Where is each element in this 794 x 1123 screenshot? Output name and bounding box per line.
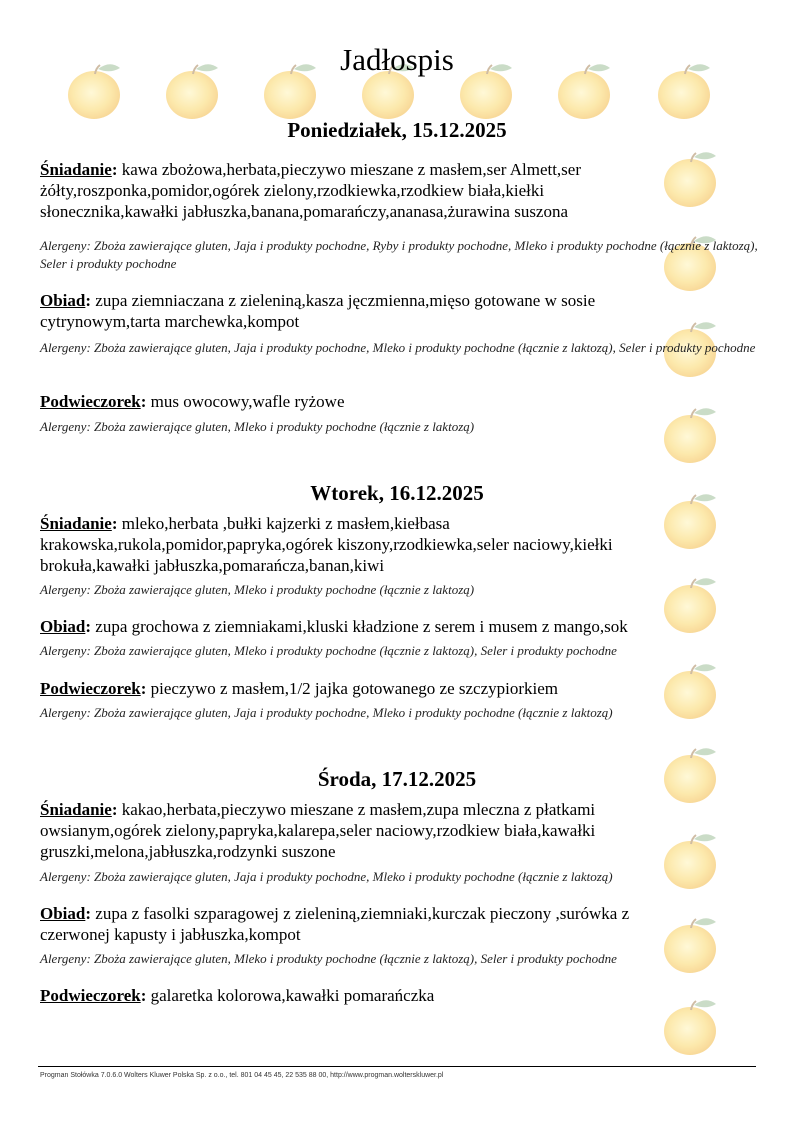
meal-snack: Podwieczorek: galaretka kolorowa,kawałki pomarańczka [40,986,435,1005]
allergens-note: Alergeny: Zboża zawierające gluten, Jaja i produkty pochodne, Mleko i produkty pochodne (łącznie z laktozą) [40,705,613,720]
meal-lunch: Obiad: zupa grochowa z ziemniakami,kluski kładzione z serem i musem z mango,sok [40,617,628,636]
allergens-note: Alergeny: Zboża zawierające gluten, Mleko i produkty pochodne (łącznie z laktozą) [40,582,475,597]
meal-text: zupa ziemniaczana z zieleniną,kasza jęczmienna,mięso gotowane w sosie cytrynowym,tarta marchewka,kompot [40,291,596,331]
meal-label: Podwieczorek [40,679,141,698]
meal-lunch: Obiad: zupa z fasolki szparagowej z zieleniną,ziemniaki,kurczak pieczony ,surówka z czerwonej kapusty i jabłuszka,kompot [40,904,630,944]
meal-text: mus owocowy,wafle ryżowe [150,392,345,411]
day-heading: Wtorek, 16.12.2025 [310,481,484,505]
meal-label: Obiad [40,617,86,636]
meal-lunch: Obiad: zupa ziemniaczana z zieleniną,kasza jęczmienna,mięso gotowane w sosie cytrynowym,tarta marchewka,kompot [40,291,596,331]
allergens-note: Alergeny: Zboża zawierające gluten, Mleko i produkty pochodne (łącznie z laktozą) [40,419,475,434]
meal-text: kawa zbożowa,herbata,pieczywo mieszane z masłem,ser Almett,ser żółty,roszponka,pomidor,ogórek zielony,rzodkiewka,rzodkiew biała,kiełki słonecznika,kawałki jabłuszka,banana,pomarańczy,ananasa,żurawina suszona [40,160,582,221]
allergens-note: Alergeny: Zboża zawierające gluten, Jaja i produkty pochodne, Mleko i produkty pochodne (łącznie z laktozą) [40,869,613,884]
page-title: Jadłospis [340,42,454,77]
allergens-note: Alergeny: Zboża zawierające gluten, Jaja i produkty pochodne, Mleko i produkty pochodne (łącznie z laktozą), Seler i produkty pochodne [40,340,756,355]
meal-breakfast: Śniadanie: kawa zbożowa,herbata,pieczywo mieszane z masłem,ser Almett,ser żółty,roszponka,pomidor,ogórek zielony,rzodkiewka,rzodkiew biała,kiełki słonecznika,kawałki jabłuszka,banana,pomarańczy,ananasa,żurawina suszona [40,160,582,221]
allergens-note: Alergeny: Zboża zawierające gluten, Mleko i produkty pochodne (łącznie z laktozą), Seler i produkty pochodne [40,643,617,658]
meal-text: kakao,herbata,pieczywo mieszane z masłem,zupa mleczna z płatkami owsianym,ogórek zielony,papryka,kalarepa,seler naciowy,rzodkiew biała,kawałki gruszki,melona,jabłuszka,rodzynki suszone [40,800,596,861]
meal-label: Podwieczorek [40,392,141,411]
meal-breakfast: Śniadanie: mleko,herbata ,bułki kajzerki z masłem,kiełbasa krakowska,rukola,pomidor,papryka,ogórek kiszony,rzodkiewka,seler naciowy,kiełki brokuła,kawałki jabłuszka,pomarańcza,banan,kiwi [40,514,613,575]
meal-text: pieczywo z masłem,1/2 jajka gotowanego ze szczypiorkiem [150,679,559,698]
day-heading: Poniedziałek, 15.12.2025 [287,118,507,142]
meal-breakfast: Śniadanie: kakao,herbata,pieczywo mieszane z masłem,zupa mleczna z płatkami owsianym,ogórek zielony,papryka,kalarepa,seler naciowy,rzodkiew biała,kawałki gruszki,melona,jabłuszka,rodzynki suszone [40,800,596,861]
meal-snack: Podwieczorek: pieczywo z masłem,1/2 jajka gotowanego ze szczypiorkiem [40,679,559,698]
meal-label: Podwieczorek [40,986,141,1005]
day-heading: Środa, 17.12.2025 [317,767,477,791]
meal-label: Obiad [40,904,86,923]
meal-label: Śniadanie [40,160,112,179]
meal-label: Śniadanie [40,800,112,819]
meal-text: mleko,herbata ,bułki kajzerki z masłem,kiełbasa krakowska,rukola,pomidor,papryka,ogórek kiszony,rzodkiewka,seler naciowy,kiełki brokuła,kawałki jabłuszka,pomarańcza,banan,kiwi [40,514,613,575]
meal-label: Śniadanie [40,514,112,533]
meal-snack: Podwieczorek: mus owocowy,wafle ryżowe [40,392,345,411]
allergens-note: Alergeny: Zboża zawierające gluten, Mleko i produkty pochodne (łącznie z laktozą), Seler i produkty pochodne [40,951,617,966]
meal-text: zupa z fasolki szparagowej z zieleniną,ziemniaki,kurczak pieczony ,surówka z czerwonej kapusty i jabłuszka,kompot [40,904,630,944]
meal-label: Obiad [40,291,86,310]
footer-text: Progman Stołówka 7.0.6.0 Wolters Kluwer Polska Sp. z o.o., tel. 801 04 45 45, 22 535 88 00, http://www.progman.wolterskluwer.pl [40,1072,444,1079]
allergens-note: Alergeny: Zboża zawierające gluten, Jaja i produkty pochodne, Ryby i produkty pochodne, Mleko i produkty pochodne (łącznie z laktozą), Seler i produkty pochodne [40,238,758,271]
meal-text: zupa grochowa z ziemniakami,kluski kładzione z serem i musem z mango,sok [95,617,628,636]
footer-divider [38,1066,756,1067]
meal-text: galaretka kolorowa,kawałki pomarańczka [150,986,435,1005]
